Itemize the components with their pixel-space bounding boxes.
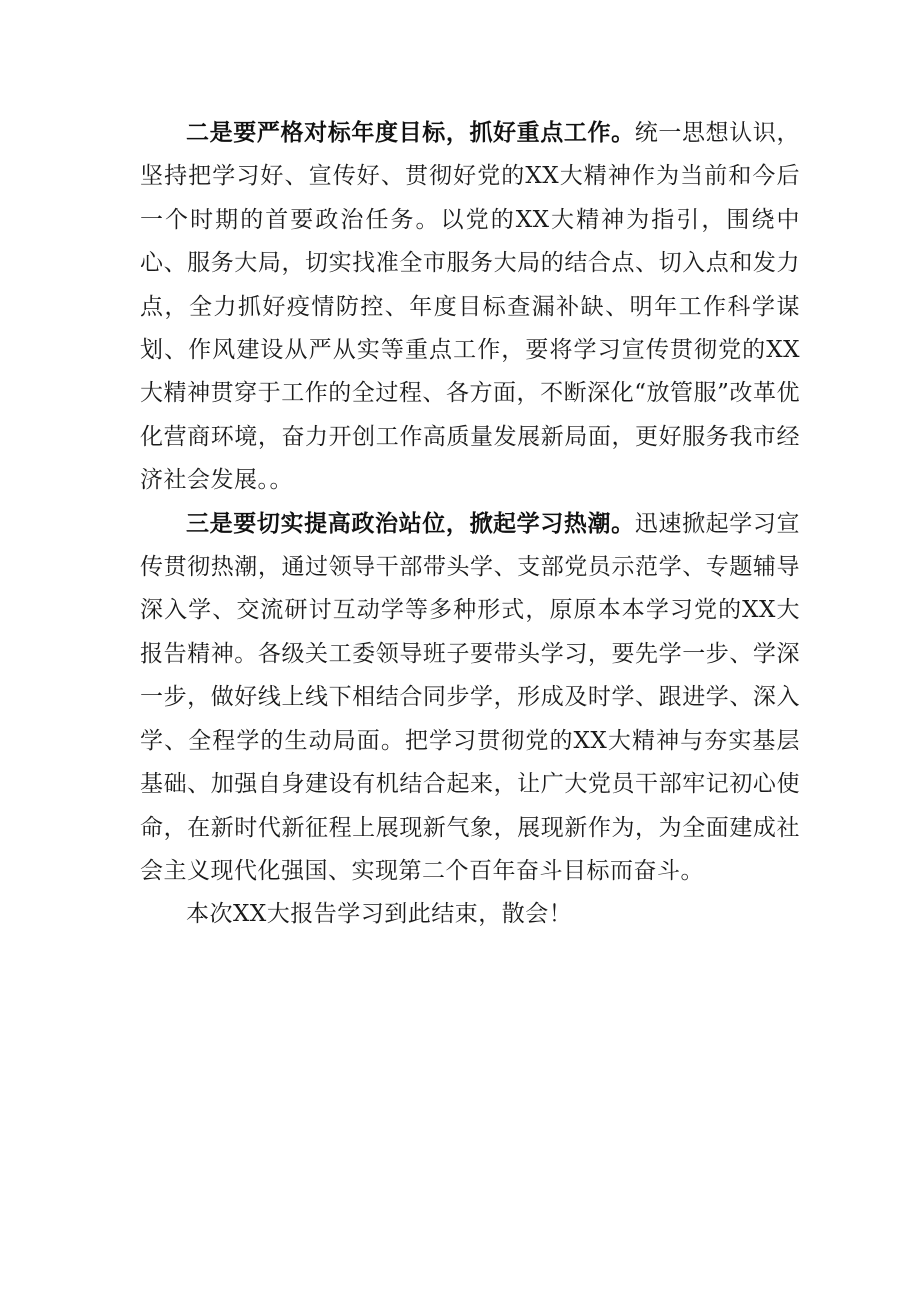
document-body [140, 112, 800, 937]
paragraph-heading: 二是要严格对标年度目标，抓好重点工作。 [186, 120, 635, 146]
paragraph-study-campaign [140, 503, 800, 894]
paragraph-text: 统一思想认识，坚持把学习好、宣传好、贯彻好党的XX大精神作为当前和今后一个时期的首要政治任务。以党的XX大精神为指引，围绕中心、服务大局，切实找准全市服务大局的结合点、切入点和发力点，全力抓好疫情防控、年度目标查漏补缺、明年工作科学谋划、作风建设从严从实等重点工作，要将学习宣传贯彻党的XX大精神贯穿于工作的全过程、各方面，不断深化“放管服”改革优化营商环境，奋力开创工作高质量发展新局面，更好服务我市经济社会发展。。 [140, 120, 801, 494]
paragraph-key-work [140, 112, 800, 503]
paragraph-heading: 三是要切实提高政治站位，掀起学习热潮。 [186, 510, 635, 537]
paragraph-closing [140, 893, 800, 936]
paragraph-text: 本次XX大报告学习到此结束，散会！ [186, 901, 573, 928]
paragraph-text: 迅速掀起学习宣传贯彻热潮，通过领导干部带头学、支部党员示范学、专题辅导深入学、交流研讨互动学等多种形式，原原本本学习党的XX大报告精神。各级关工委领导班子要带头学习，要先学一步、学深一步，做好线上线下相结合同步学，形成及时学、跟进学、深入学、全程学的生动局面。把学习贯彻党的XX大精神与夯实基层基础、加强自身建设有机结合起来，让广大党员干部牢记初心使命，在新时代新征程上展现新气象，展现新作为，为全面建成社会主义现代化强国、实现第二个百年奋斗目标而奋斗。 [140, 510, 801, 884]
